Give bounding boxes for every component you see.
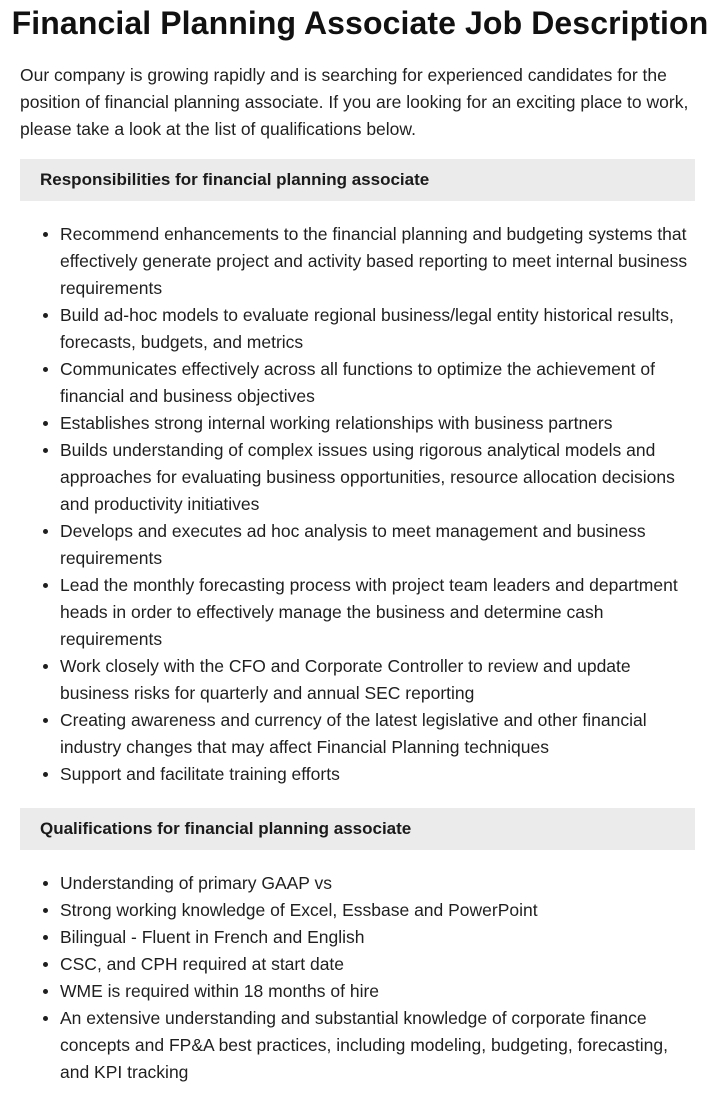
qualifications-heading: Qualifications for financial planning associate bbox=[20, 808, 695, 850]
list-item: Develops and executes ad hoc analysis to meet management and business requirements bbox=[60, 518, 700, 572]
list-item: Build ad-hoc models to evaluate regional business/legal entity historical results, forecasts, budgets, and metrics bbox=[60, 302, 700, 356]
list-item: Establishes strong internal working relationships with business partners bbox=[60, 410, 700, 437]
responsibilities-list bbox=[0, 221, 720, 788]
intro-paragraph: Our company is growing rapidly and is searching for experienced candidates for the position of financial planning associate. If you are looking for an exciting place to work, please take a look at the list of qualifications below. bbox=[20, 65, 689, 139]
list-item: Creating awareness and currency of the latest legislative and other financial industry changes that may affect Financial Planning techniques bbox=[60, 707, 700, 761]
list-item: Communicates effectively across all functions to optimize the achievement of financial and business objectives bbox=[60, 356, 700, 410]
list-item: Support and facilitate training efforts bbox=[60, 761, 700, 788]
list-item: Understanding of primary GAAP vs bbox=[60, 870, 700, 897]
list-item: Builds understanding of complex issues using rigorous analytical models and approaches for evaluating business opportunities, resource allocation decisions and productivity initiatives bbox=[60, 437, 700, 518]
list-item: WME is required within 18 months of hire bbox=[60, 978, 700, 1005]
list-item: CSC, and CPH required at start date bbox=[60, 951, 700, 978]
list-item: An extensive understanding and substantial knowledge of corporate finance concepts and FP&A best practices, including modeling, budgeting, forecasting, and KPI tracking bbox=[60, 1005, 700, 1086]
list-item: Recommend enhancements to the financial planning and budgeting systems that effectively generate project and activity based reporting to meet internal business requirements bbox=[60, 221, 700, 302]
list-item: Lead the monthly forecasting process with project team leaders and department heads in order to effectively manage the business and determine cash requirements bbox=[60, 572, 700, 653]
list-item: Work closely with the CFO and Corporate Controller to review and update business risks for quarterly and annual SEC reporting bbox=[60, 653, 700, 707]
list-item: Bilingual - Fluent in French and English bbox=[60, 924, 700, 951]
responsibilities-heading: Responsibilities for financial planning associate bbox=[20, 159, 695, 201]
qualifications-list bbox=[0, 870, 720, 1086]
page-title: Financial Planning Associate Job Description bbox=[11, 5, 709, 41]
list-item: Strong working knowledge of Excel, Essbase and PowerPoint bbox=[60, 897, 700, 924]
